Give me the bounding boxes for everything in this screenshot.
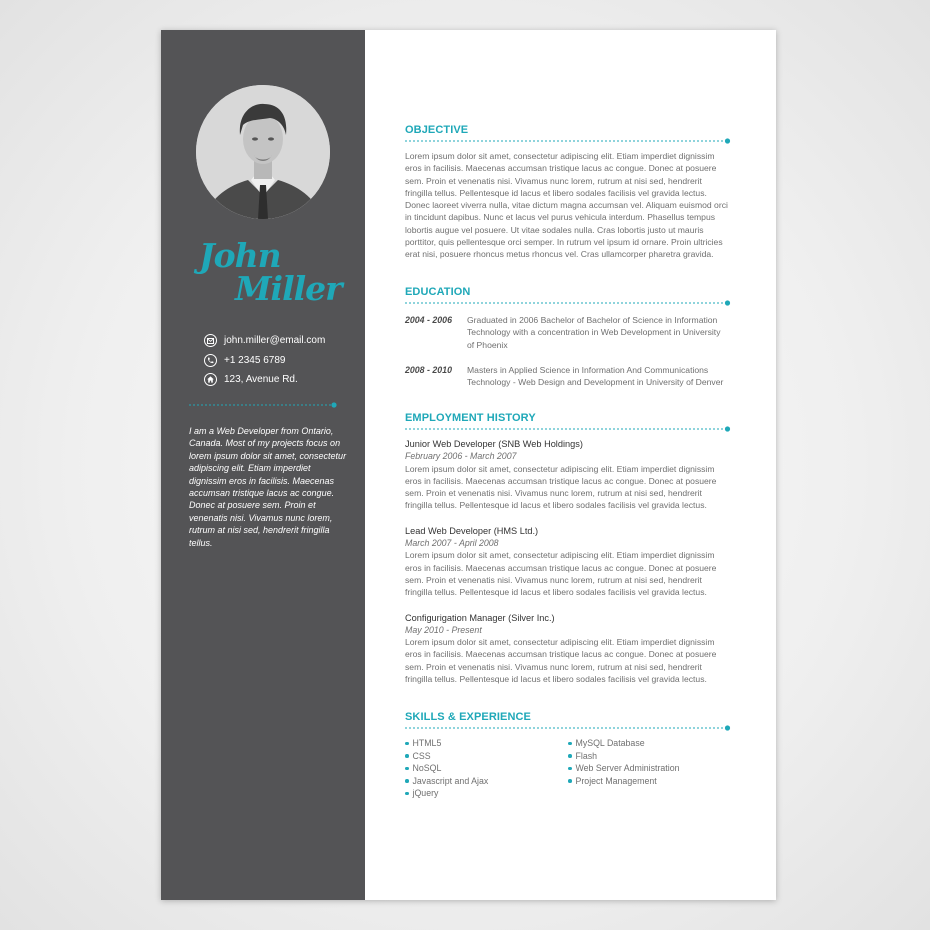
- contact-address: [204, 370, 325, 390]
- skill-item: MySQL Database: [568, 737, 731, 750]
- skill-item: Javascript and Ajax: [405, 775, 568, 788]
- skills-list: [405, 737, 731, 800]
- last-name: Miller: [235, 269, 342, 308]
- section-title: EDUCATION: [405, 286, 471, 298]
- job-description: Lorem ipsum dolor sit amet, consectetur adipiscing elit. Etiam imperdiet dignissim eros in facilisis. Maecenas accumsan tristique lacus ac congue. Donec at posuere sem. Proin et venenatis nisi. Vivamus nunc lorem, rutrum at nisi sed, hendrerit fringilla tellus. Pellentesque id lacus et libero sodales facilisis vel gravida lectus.: [405, 637, 717, 685]
- employment-section: [405, 411, 731, 685]
- skill-item: HTML5: [405, 737, 568, 750]
- skill-item: Project Management: [568, 775, 731, 788]
- address-text: 123, Avenue Rd.: [224, 374, 298, 386]
- contact-phone: [204, 351, 325, 371]
- job-description: Lorem ipsum dolor sit amet, consectetur adipiscing elit. Etiam imperdiet dignissim eros in facilisis. Maecenas accumsan tristique lacus ac congue. Donec at posuere sem. Proin et venenatis nisi. Vivamus nunc lorem, rutrum at nisi sed, hendrerit fringilla tellus. Pellentesque id lacus et libero sodales facilisis vel gravida lectus.: [405, 463, 717, 511]
- education-section: [405, 285, 731, 388]
- resume-page: [161, 30, 776, 900]
- education-description: Masters in Applied Science in Information And Communications Technology - Web Design and Development in University of Denver: [467, 364, 724, 388]
- bullet-icon: [405, 767, 409, 771]
- skills-column-right: [568, 737, 731, 800]
- bullet-icon: [568, 779, 572, 783]
- education-years: 2008 - 2010: [405, 364, 452, 375]
- job-entry: [405, 525, 731, 599]
- skills-section: [405, 710, 731, 800]
- bullet-icon: [405, 754, 409, 758]
- section-divider: [405, 300, 731, 306]
- home-icon: [204, 373, 217, 386]
- objective-text: Lorem ipsum dolor sit amet, consectetur adipiscing elit. Etiam imperdiet dignissim eros in facilisis. Maecenas accumsan tristique lacus ac congue. Donec at posuere sem. Proin et venenatis nisi. Vivamus nunc lorem, rutrum at nisi sed, hendrerit fringilla tellus. Pellentesque id lacus et libero sodales facilisis vel gravida lectus. Donec laoreet viverra nulla, vitae dictum magna accumsan vel. Aliquam euismod orci in tincidunt dapibus. Nunc et lacus vel purus vehicula interdum. Phasellus tempus lobortis augue vel posuere. Ut vitae sodales nulla. Cras lobortis justo ut mauris porttitor, quis pellentesque orci semper. In rutrum vel ipsum id ornare. Proin ultricies erat nisi, posuere rhoncus metus rhoncus vel. Cras ullamcorper pharetra gravida.: [405, 151, 728, 260]
- section-divider: [405, 426, 731, 432]
- education-item: [405, 314, 731, 351]
- section-title: EMPLOYMENT HISTORY: [405, 412, 536, 424]
- section-divider: [405, 138, 731, 144]
- bullet-icon: [405, 792, 409, 796]
- phone-icon: [204, 354, 217, 367]
- job-title: Configurigation Manager (Silver Inc.): [405, 612, 555, 623]
- bullet-icon: [568, 754, 572, 758]
- sidebar: [161, 30, 365, 900]
- phone-text: +1 2345 6789: [224, 354, 286, 366]
- job-entry: [405, 438, 731, 512]
- section-title: SKILLS & EXPERIENCE: [405, 711, 531, 723]
- skill-item: Flash: [568, 750, 731, 763]
- job-entry: [405, 612, 731, 686]
- job-title: Junior Web Developer (SNB Web Holdings): [405, 439, 583, 449]
- sidebar-divider: [189, 401, 337, 409]
- section-title: OBJECTIVE: [405, 124, 469, 136]
- job-title: Lead Web Developer (HMS Ltd.): [405, 525, 539, 536]
- job-description: Lorem ipsum dolor sit amet, consectetur adipiscing elit. Etiam imperdiet dignissim eros in facilisis. Maecenas accumsan tristique lacus ac congue. Donec at posuere sem. Proin et venenatis nisi. Vivamus nunc lorem, rutrum at nisi sed, hendrerit fringilla tellus. Pellentesque id lacus et libero sodales facilisis vel gravida lectus.: [405, 550, 717, 598]
- bullet-icon: [568, 742, 572, 746]
- profile-photo: [196, 85, 330, 219]
- bio-text: I am a Web Developer from Ontario, Canada. Most of my projects focus on lorem ipsum dolor sit amet, consectetur adipiscing elit. Etiam imperdiet dignissim eros in facilisis. Maecenas accumsan tristique lacus ac congue. Donec at posuere sem. Proin et venenatis nisi. Vivamus nunc lorem, rutrum at nisi sed, hendrerit fringilla tellus.: [189, 426, 347, 548]
- bullet-icon: [568, 767, 572, 771]
- bullet-icon: [405, 742, 409, 746]
- email-icon: [204, 334, 217, 347]
- section-divider: [405, 725, 731, 731]
- skill-item: jQuery: [405, 787, 568, 800]
- job-dates: March 2007 - April 2008: [405, 538, 499, 549]
- objective-section: [405, 123, 731, 261]
- job-dates: February 2006 - March 2007: [405, 451, 517, 462]
- contact-list: [204, 331, 325, 390]
- skill-item: Web Server Administration: [568, 762, 731, 775]
- bullet-icon: [405, 779, 409, 783]
- education-years: 2004 - 2006: [405, 315, 452, 325]
- education-item: [405, 364, 731, 389]
- first-name: John: [199, 236, 281, 275]
- job-dates: May 2010 - Present: [405, 624, 482, 635]
- skill-item: NoSQL: [405, 762, 568, 775]
- skills-column-left: [405, 737, 568, 800]
- skill-item: CSS: [405, 750, 568, 763]
- email-text[interactable]: john.miller@email.com: [224, 335, 326, 347]
- education-description: Graduated in 2006 Bachelor of Bachelor of Science in Information Technology with a concentration in Web Development in University of Phoenix: [467, 315, 721, 350]
- contact-email: [204, 331, 325, 351]
